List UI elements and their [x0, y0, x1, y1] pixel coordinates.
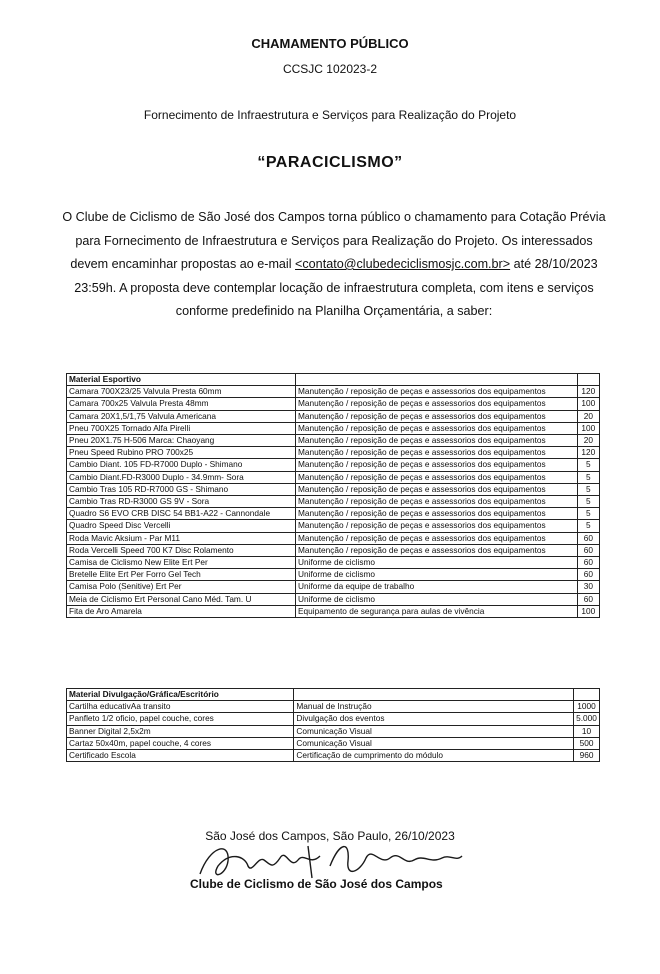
- intro-text-start: O Clube de Ciclismo de São José dos Campos torna público o chamamento para Cotação Prévia para Fornecimento de Infraestrutura e Serviços para Realização do Projeto. Os interessados devem encaminhar propostas ao e-mail: [62, 210, 606, 271]
- purpose-cell: Uniforme de ciclismo: [296, 593, 578, 605]
- table-row: [67, 398, 600, 410]
- purpose-cell: Manutenção / reposição de peças e assessorios dos equipamentos: [296, 471, 578, 483]
- item-cell: Meia de Ciclismo Ert Personal Cano Méd. Tam. U: [67, 593, 296, 605]
- table-row: [67, 557, 600, 569]
- item-cell: Camara 20X1,5/1,75 Valvula Americana: [67, 410, 296, 422]
- empty-cell: [294, 689, 574, 701]
- item-cell: Quadro Speed Disc Vercelli: [67, 520, 296, 532]
- quantity-cell: 100: [577, 605, 599, 617]
- quantity-cell: 30: [577, 581, 599, 593]
- quantity-cell: 10: [574, 725, 600, 737]
- table-row: [67, 422, 600, 434]
- purpose-cell: Manutenção / reposição de peças e assessorios dos equipamentos: [296, 508, 578, 520]
- table-row: [67, 701, 600, 713]
- table-row: [67, 532, 600, 544]
- purpose-cell: Manutenção / reposição de peças e assessorios dos equipamentos: [296, 435, 578, 447]
- document-title: CHAMAMENTO PÚBLICO: [251, 36, 409, 51]
- table-row: [67, 605, 600, 617]
- purpose-cell: Manutenção / reposição de peças e assessorios dos equipamentos: [296, 483, 578, 495]
- sports-material-table: [66, 373, 600, 618]
- quantity-cell: 20: [577, 410, 599, 422]
- quantity-cell: 5.000: [574, 713, 600, 725]
- table-row: [67, 725, 600, 737]
- purpose-cell: Manutenção / reposição de peças e assessorios dos equipamentos: [296, 410, 578, 422]
- item-cell: Cambio Diant. 105 FD-R7000 Duplo - Shimano: [67, 459, 296, 471]
- contact-email-link[interactable]: <contato@clubedeciclismosjc.com.br>: [295, 257, 511, 271]
- purpose-cell: Manual de Instrução: [294, 701, 574, 713]
- promo-material-table: [66, 688, 600, 762]
- table-row: [67, 496, 600, 508]
- table-row: [67, 483, 600, 495]
- quantity-cell: 960: [574, 750, 600, 762]
- table-row: [67, 471, 600, 483]
- item-cell: Cartaz 50x40m, papel couche, 4 cores: [67, 737, 294, 749]
- quantity-cell: 5: [577, 483, 599, 495]
- table-row: [67, 435, 600, 447]
- table-section-header: [67, 374, 600, 386]
- quantity-cell: 20: [577, 435, 599, 447]
- item-cell: Roda Vercelli Speed 700 K7 Disc Rolamento: [67, 544, 296, 556]
- quantity-cell: 120: [577, 447, 599, 459]
- purpose-cell: Equipamento de segurança para aulas de vivência: [296, 605, 578, 617]
- table-row: [67, 508, 600, 520]
- item-cell: Fita de Aro Amarela: [67, 605, 296, 617]
- quantity-cell: 500: [574, 737, 600, 749]
- section-header-cell: Material Esportivo: [67, 374, 296, 386]
- quantity-cell: 60: [577, 544, 599, 556]
- purpose-cell: Manutenção / reposição de peças e assessorios dos equipamentos: [296, 532, 578, 544]
- table-row: [67, 569, 600, 581]
- purpose-cell: Uniforme de ciclismo: [296, 557, 578, 569]
- purpose-cell: Uniforme da equipe de trabalho: [296, 581, 578, 593]
- quantity-cell: 100: [577, 422, 599, 434]
- purpose-cell: Manutenção / reposição de peças e assessorios dos equipamentos: [296, 398, 578, 410]
- item-cell: Roda Mavic Aksium - Par M11: [67, 532, 296, 544]
- purpose-cell: Uniforme de ciclismo: [296, 569, 578, 581]
- signature-place-date: São José dos Campos, São Paulo, 26/10/2023: [205, 829, 455, 843]
- quantity-cell: 5: [577, 496, 599, 508]
- quantity-cell: 5: [577, 459, 599, 471]
- quantity-cell: 60: [577, 557, 599, 569]
- item-cell: Certificado Escola: [67, 750, 294, 762]
- purpose-cell: Manutenção / reposição de peças e assessorios dos equipamentos: [296, 520, 578, 532]
- table-row: [67, 410, 600, 422]
- purpose-cell: Manutenção / reposição de peças e assessorios dos equipamentos: [296, 496, 578, 508]
- purpose-cell: Comunicação Visual: [294, 725, 574, 737]
- table-row: [67, 593, 600, 605]
- quantity-cell: 60: [577, 569, 599, 581]
- item-cell: Panfleto 1/2 oficio, papel couche, cores: [67, 713, 294, 725]
- item-cell: Cartilha educativAa transito: [67, 701, 294, 713]
- empty-cell: [574, 689, 600, 701]
- table-row: [67, 520, 600, 532]
- quantity-cell: 60: [577, 593, 599, 605]
- item-cell: Cambio Tras RD-R3000 GS 9V - Sora: [67, 496, 296, 508]
- quantity-cell: 1000: [574, 701, 600, 713]
- table-row: [67, 713, 600, 725]
- intro-paragraph: [58, 206, 610, 324]
- item-cell: Quadro S6 EVO CRB DISC 54 BB1-A22 - Cannondale: [67, 508, 296, 520]
- empty-cell: [296, 374, 578, 386]
- intro-text-end: até 28/10/2023 23:59h. A proposta deve contemplar locação de infraestrutura completa, com itens e serviços conforme predefinido na Planilha Orçamentária, a saber:: [74, 257, 598, 318]
- item-cell: Bretelle Elite Ert Per Forro Gel Tech: [67, 569, 296, 581]
- purpose-cell: Certificação de cumprimento do módulo: [294, 750, 574, 762]
- quantity-cell: 60: [577, 532, 599, 544]
- document-subtitle: Fornecimento de Infraestrutura e Serviços para Realização do Projeto: [143, 108, 517, 122]
- table-row: [67, 581, 600, 593]
- item-cell: Camara 700x25 Valvula Presta 48mm: [67, 398, 296, 410]
- quantity-cell: 5: [577, 508, 599, 520]
- item-cell: Camara 700X23/25 Valvula Presta 60mm: [67, 386, 296, 398]
- item-cell: Pneu 20X1.75 H-506 Marca: Chaoyang: [67, 435, 296, 447]
- purpose-cell: Manutenção / reposição de peças e assessorios dos equipamentos: [296, 386, 578, 398]
- quantity-cell: 5: [577, 471, 599, 483]
- purpose-cell: Manutenção / reposição de peças e assessorios dos equipamentos: [296, 459, 578, 471]
- item-cell: Camisa de Ciclismo New Elite Ert Per: [67, 557, 296, 569]
- item-cell: Pneu 700X25 Tornado Alfa Pirelli: [67, 422, 296, 434]
- quantity-cell: 100: [577, 398, 599, 410]
- document-code: CCSJC 102023-2: [282, 62, 378, 76]
- item-cell: Camisa Polo (Senitive) Ert Per: [67, 581, 296, 593]
- table-row: [67, 544, 600, 556]
- quantity-cell: 5: [577, 520, 599, 532]
- signature-club-name: Clube de Ciclismo de São José dos Campos: [190, 877, 443, 891]
- table-row: [67, 386, 600, 398]
- item-cell: Banner Digital 2,5x2m: [67, 725, 294, 737]
- purpose-cell: Manutenção / reposição de peças e assessorios dos equipamentos: [296, 447, 578, 459]
- table-row: [67, 459, 600, 471]
- table-row: [67, 737, 600, 749]
- quantity-cell: 120: [577, 386, 599, 398]
- table-row: [67, 750, 600, 762]
- purpose-cell: Manutenção / reposição de peças e assessorios dos equipamentos: [296, 422, 578, 434]
- purpose-cell: Divulgação dos eventos: [294, 713, 574, 725]
- purpose-cell: Comunicação Visual: [294, 737, 574, 749]
- empty-cell: [577, 374, 599, 386]
- section-header-cell: Material Divulgação/Gráfica/Escritório: [67, 689, 294, 701]
- purpose-cell: Manutenção / reposição de peças e assessorios dos equipamentos: [296, 544, 578, 556]
- item-cell: Cambio Diant.FD-R3000 Duplo - 34.9mm- Sora: [67, 471, 296, 483]
- item-cell: Pneu Speed Rubino PRO 700x25: [67, 447, 296, 459]
- table-section-header: [67, 689, 600, 701]
- table-row: [67, 447, 600, 459]
- project-name: “PARACICLISMO”: [257, 154, 403, 171]
- item-cell: Cambio Tras 105 RD-R7000 GS - Shimano: [67, 483, 296, 495]
